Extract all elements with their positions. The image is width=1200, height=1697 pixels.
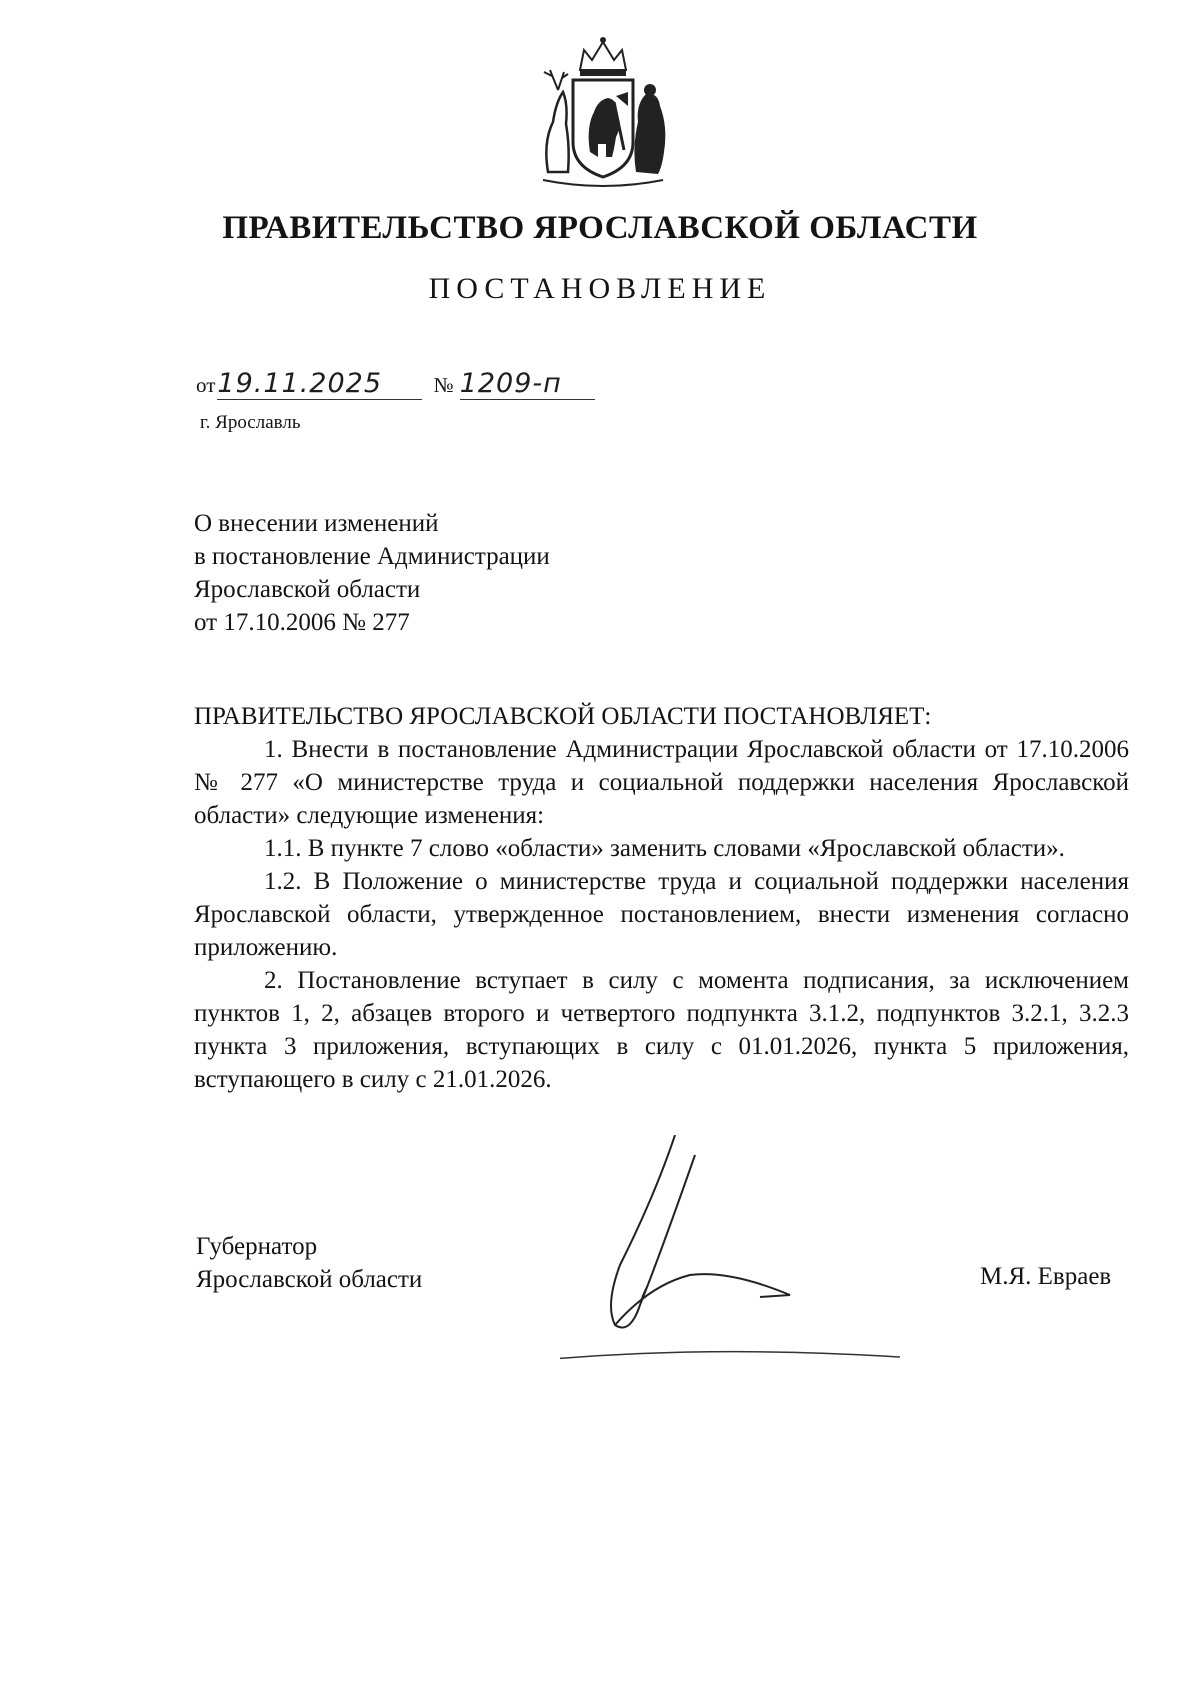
document-body <box>194 700 1129 1096</box>
date-field <box>217 368 422 400</box>
subject-line: в постановление Администрации <box>194 543 550 570</box>
paragraph: 1.1. В пункте 7 слово «области» заменить словами «Ярославской области». <box>264 835 1065 862</box>
registration-line <box>196 368 595 400</box>
position-line: Губернатор <box>196 1233 318 1260</box>
resolution-heading: ПРАВИТЕЛЬСТВО ЯРОСЛАВСКОЙ ОБЛАСТИ ПОСТАНОВЛЯЕТ: <box>194 703 932 730</box>
document-type: ПОСТАНОВЛЕНИЕ <box>428 272 772 305</box>
handwritten-date: 19.11.2025 <box>217 368 382 399</box>
number-label: № <box>433 373 454 397</box>
handwritten-number: 1209-п <box>459 368 562 399</box>
paragraph: 2. Постановление вступает в силу с момента подписания, за исключением пунктов 1, 2, абзацев второго и четвертого подпункта 3.1.2, подпунктов 3.2.1, 3.2.3 пункта 3 приложения, вступающих в силу с 01.01.2026, пункта 5 приложения, вступающего в силу с 21.01.2026. <box>194 967 1129 1093</box>
subject-line: О внесении изменений <box>194 510 439 537</box>
paragraph: 1.2. В Положение о министерстве труда и социальной поддержки населения Ярославской области, утвержденное постановлением, внести изменения согласно приложению. <box>194 868 1129 961</box>
paragraph: 1. Внести в постановление Администрации Ярославской области от 17.10.2006 № 277 «О министерстве труда и социальной поддержки населения Ярославской области» следующие изменения: <box>194 736 1129 829</box>
document-subject <box>194 507 550 639</box>
handwritten-signature-icon <box>560 1135 960 1365</box>
subject-line: от 17.10.2006 № 277 <box>194 609 410 636</box>
signatory-position <box>196 1230 422 1296</box>
signatory-name: М.Я. Евраев <box>980 1263 1112 1290</box>
city-label: г. Ярославль <box>200 412 301 433</box>
yaroslavl-coat-of-arms-icon <box>528 32 678 192</box>
position-line: Ярославской области <box>196 1266 423 1293</box>
number-field <box>460 368 595 400</box>
subject-line: Ярославской области <box>194 576 421 603</box>
organization-title: ПРАВИТЕЛЬСТВО ЯРОСЛАВСКОЙ ОБЛАСТИ <box>222 210 978 246</box>
date-prefix: от <box>196 373 216 397</box>
